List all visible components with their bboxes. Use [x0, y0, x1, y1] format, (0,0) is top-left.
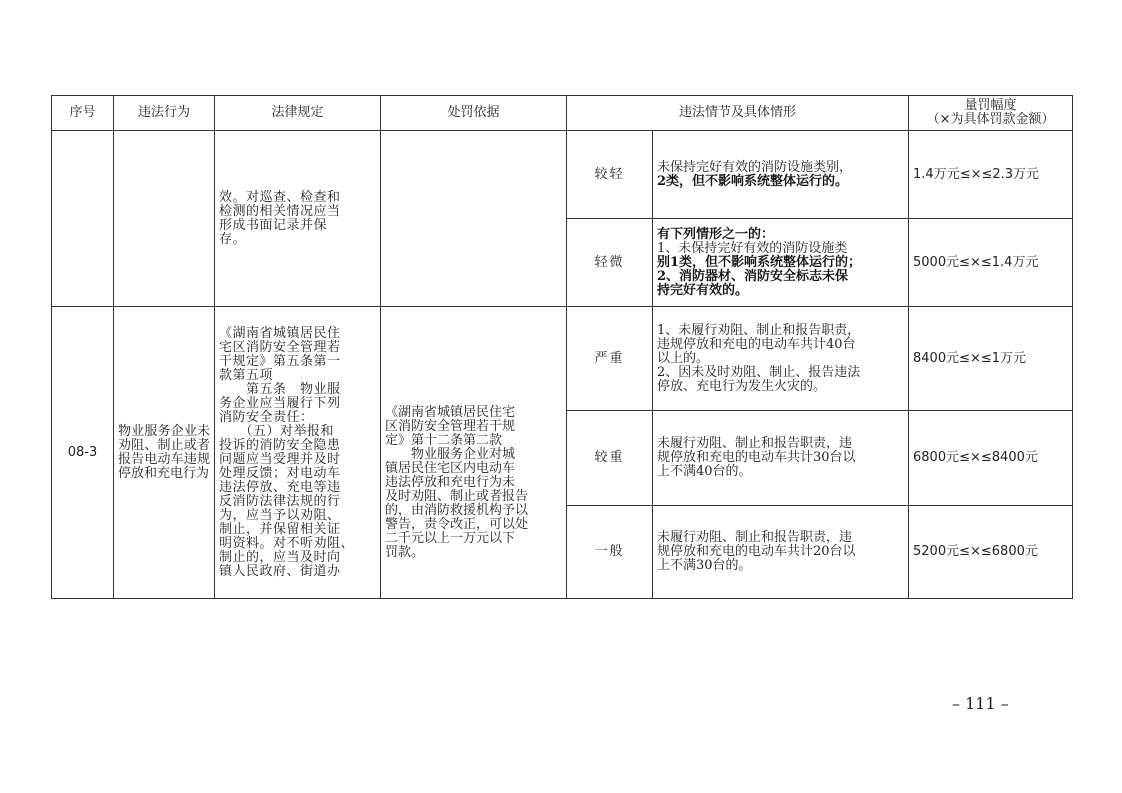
header-circumstance: 违法情节及具体情形 — [567, 96, 909, 131]
circ-line: 上不满30台的。 — [657, 558, 752, 573]
law-line: 存。 — [219, 231, 247, 247]
circumstance-cell — [653, 307, 909, 411]
basis-line: 物业服务企业对城 — [385, 447, 516, 462]
table-row — [52, 131, 1073, 219]
law-line: （五）对举报和 — [219, 423, 335, 439]
basis-line: 及时劝阻、制止或者报告 — [385, 489, 529, 504]
basis-line: 罚款。 — [385, 545, 425, 560]
penalty-table — [51, 95, 1073, 599]
law-line: 干规定》第五条第一 — [219, 353, 341, 369]
header-basis: 处罚依据 — [381, 96, 567, 131]
amount-cell: 5000元≤×≤1.4万元 — [909, 219, 1073, 307]
cont-basis-cell — [381, 131, 567, 307]
basis-line: 违法停放和充电行为未 — [385, 475, 516, 490]
law-line: 违法停放、充电等违 — [219, 479, 341, 495]
cont-seq-cell — [52, 131, 114, 307]
circ-line: 1、未履行劝阻、制止和报告职责， — [657, 322, 861, 338]
header-range-title: 量罚幅度 — [964, 98, 1017, 113]
circ-line: 未履行劝阻、制止和报告职责，违 — [657, 530, 853, 545]
circumstance-cell — [653, 131, 909, 219]
law-line: 制止，并保留相关证 — [219, 521, 341, 537]
law-line: 消防安全责任： — [219, 409, 314, 425]
level-cell: 一般 — [567, 506, 653, 599]
circ-line: 2类，但不影响系统整体运行的。 — [657, 173, 849, 189]
law-line: 形成书面记录并保 — [219, 217, 328, 233]
header-law: 法律规定 — [215, 96, 381, 131]
basis-line: 的，由消防救援机构予以 — [385, 503, 529, 518]
header-act: 违法行为 — [114, 96, 215, 131]
circumstance-cell — [653, 219, 909, 307]
law-line: 制止的，应当及时向 — [219, 549, 341, 565]
law-line: 处理反馈；对电动车 — [219, 465, 341, 481]
page-number: – 111 – — [952, 694, 1009, 713]
law-line: 问题应当受理并及时 — [219, 451, 341, 467]
circ-line: 别1类，但不影响系统整体运行的； — [657, 254, 862, 270]
cont-law-cell — [215, 131, 381, 307]
circ-line: 规停放和充电的电动车共计20台以 — [657, 544, 856, 559]
item-seq: 08-3 — [52, 307, 114, 599]
amount-cell: 8400元≤×≤1万元 — [909, 307, 1073, 411]
law-line: 为，应当予以劝阻、 — [219, 507, 341, 523]
item-basis-cell — [381, 307, 567, 599]
law-line: 反消防法律法规的行 — [219, 493, 341, 509]
law-line: 投诉的消防安全隐患 — [219, 437, 341, 453]
law-line: 第五条 物业服 — [219, 381, 341, 397]
amount-cell: 6800元≤×≤8400元 — [909, 411, 1073, 506]
header-row — [52, 96, 1073, 131]
law-line: 检测的相关情况应当 — [219, 203, 341, 219]
item-law-cell — [215, 307, 381, 599]
circumstance-cell — [653, 506, 909, 599]
circ-line: 2、消防器材、消防安全标志未保 — [657, 268, 849, 284]
table-row — [52, 307, 1073, 411]
circ-line: 停放、充电行为发生火灾的。 — [657, 378, 827, 394]
circ-line: 上不满40台的。 — [657, 464, 752, 479]
basis-text — [385, 406, 562, 560]
circ-line: 有下列情形之一的： — [657, 226, 775, 242]
item-act: 物业服务企业未劝阻、制止或者报告电动车违规停放和充电行为 — [114, 307, 215, 599]
basis-line: 二千元以上一万元以下 — [385, 531, 516, 546]
level-cell: 较重 — [567, 411, 653, 506]
basis-line: 镇居民住宅区内电动车 — [385, 461, 516, 476]
circ-line: 未履行劝阻、制止和报告职责，违 — [657, 436, 853, 451]
basis-line: 《湖南省城镇居民住宅 — [385, 405, 516, 420]
basis-line: 警告，责令改正，可以处 — [385, 517, 529, 532]
circ-line: 1、未保持完好有效的消防设施类 — [657, 240, 848, 256]
circ-line: 未保持完好有效的消防设施类别， — [657, 159, 853, 175]
law-line: 镇人民政府、街道办 — [219, 563, 341, 579]
circ-line: 2、因未及时劝阻、制止、报告违法 — [657, 364, 861, 380]
header-range — [909, 96, 1073, 131]
level-cell: 轻微 — [567, 219, 653, 307]
circ-line: 规停放和充电的电动车共计30台以 — [657, 450, 856, 465]
circ-line: 以上的。 — [657, 350, 710, 366]
amount-cell: 1.4万元≤×≤2.3万元 — [909, 131, 1073, 219]
law-line: 务企业应当履行下列 — [219, 395, 341, 411]
circumstance-cell — [653, 411, 909, 506]
cont-act-cell — [114, 131, 215, 307]
law-line: 《湖南省城镇居民住 — [219, 325, 341, 341]
level-cell: 较轻 — [567, 131, 653, 219]
header-seq: 序号 — [52, 96, 114, 131]
basis-line: 定》第十二条第二款 — [385, 433, 503, 448]
level-cell: 严重 — [567, 307, 653, 411]
circ-line: 违规停放和充电的电动车共计40台 — [657, 336, 856, 352]
law-line: 宅区消防安全管理若 — [219, 339, 341, 355]
law-line: 明资料。对不听劝阻、 — [219, 535, 355, 551]
header-range-note: （×为具体罚款金额） — [926, 112, 1055, 127]
law-line: 款第五项 — [219, 367, 274, 383]
amount-cell: 5200元≤×≤6800元 — [909, 506, 1073, 599]
law-line: 效。对巡查、检查和 — [219, 189, 341, 205]
basis-line: 区消防安全管理若干规 — [385, 419, 516, 434]
circ-line: 持完好有效的。 — [657, 282, 749, 298]
